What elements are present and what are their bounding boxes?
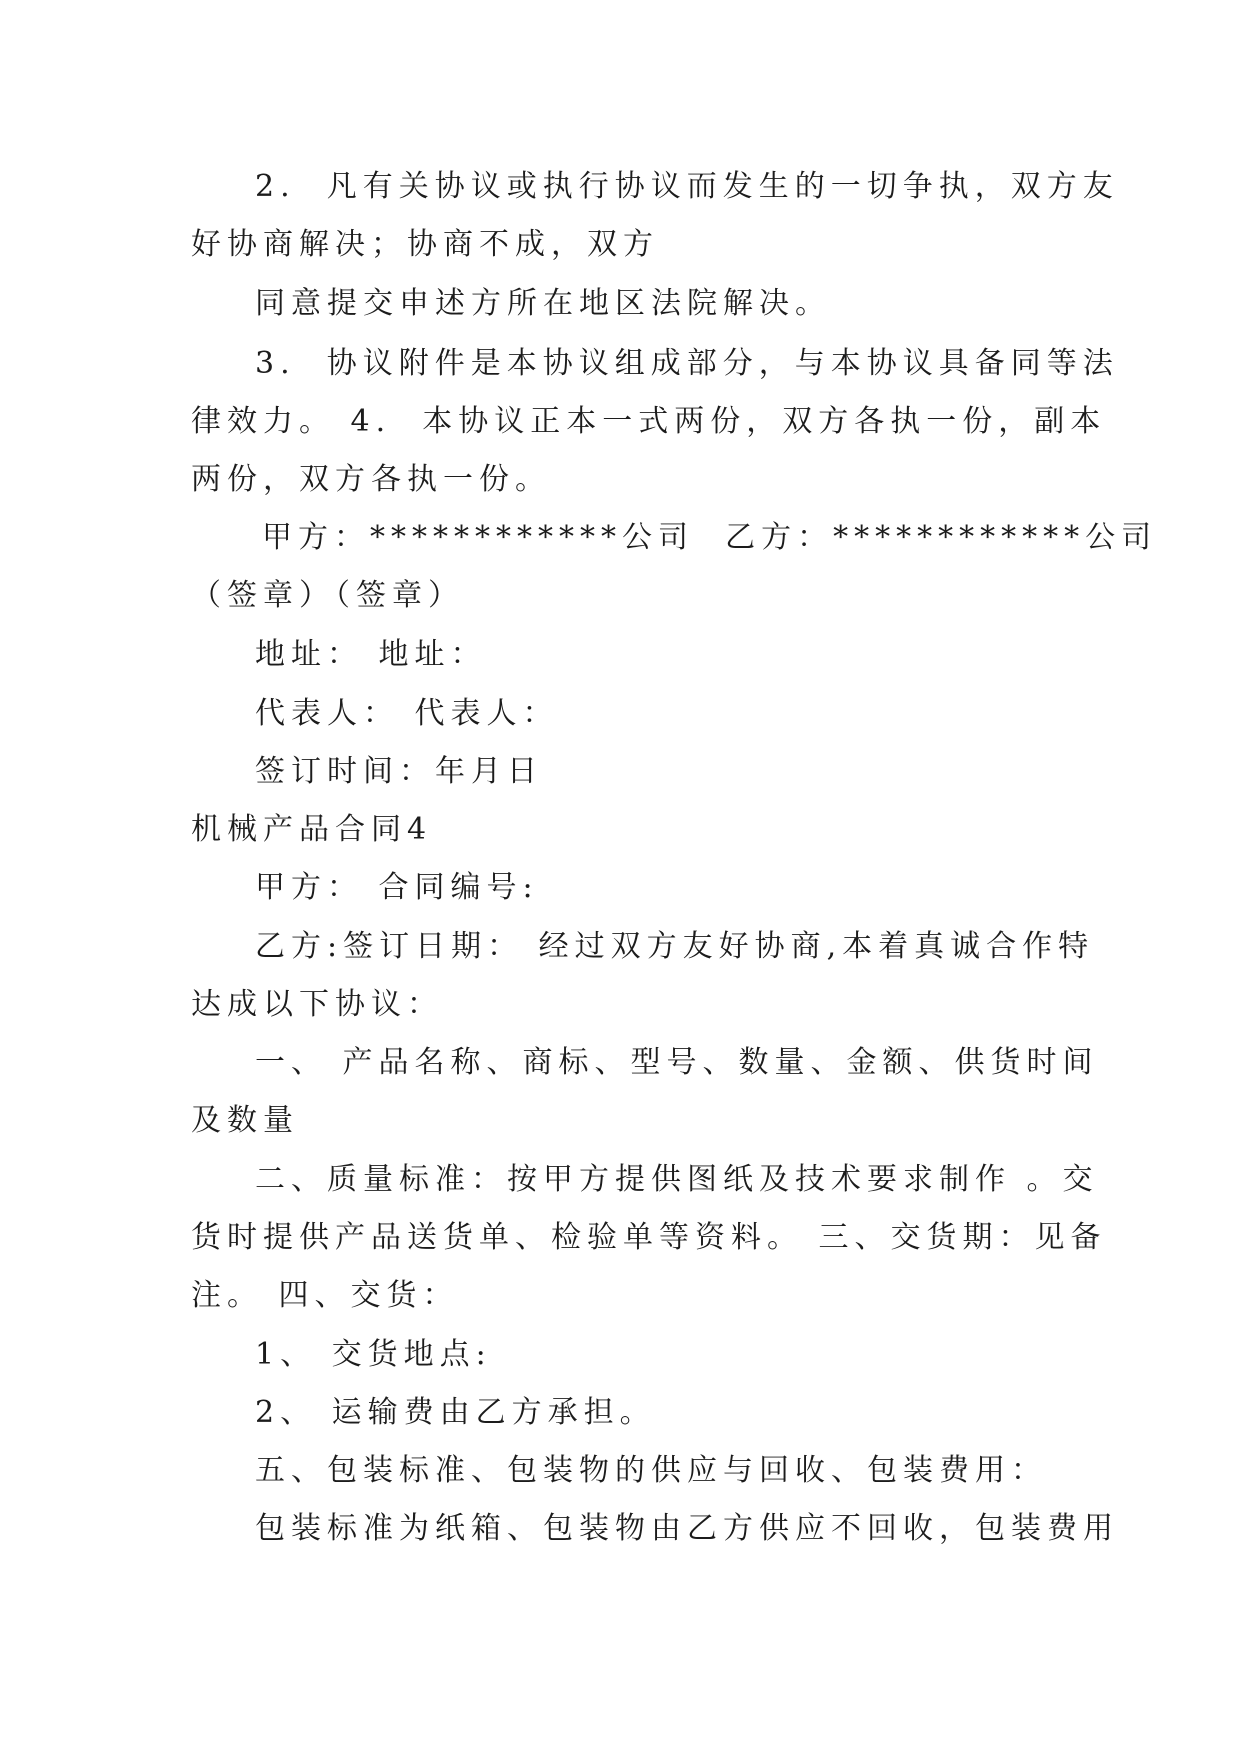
text-line: 好协商解决；协商不成，双方	[191, 227, 659, 262]
text-line: 同意提交申述方所在地区法院解决。	[255, 286, 831, 321]
text-line: 1、 交货地点:	[255, 1337, 492, 1372]
text-line: 五、包装标准、包装物的供应与回收、包装费用：	[255, 1453, 1047, 1488]
representative-line: 代表人： 代表人：	[255, 696, 559, 731]
signing-date-line: 签订时间：年月日	[255, 754, 543, 789]
text-line: 2、 运输费由乙方承担。	[255, 1395, 656, 1430]
text-line: 及数量	[191, 1103, 299, 1138]
text-line: 3. 协议附件是本协议组成部分，与本协议具备同等法	[255, 346, 1119, 381]
party-names-line: 甲方：************公司 乙方：************公司	[262, 520, 1158, 555]
signature-line: （签章）（签章）	[191, 578, 464, 613]
text-line: 2. 凡有关协议或执行协议而发生的一切争执，双方友	[255, 169, 1119, 204]
text-line: 二、质量标准：按甲方提供图纸及技术要求制作 。交	[255, 1162, 1099, 1197]
section-heading: 机械产品合同4	[191, 812, 433, 847]
text-line: 两份，双方各执一份。	[191, 462, 551, 497]
text-line: 乙方:签订日期： 经过双方友好协商,本着真诚合作特	[255, 929, 1095, 964]
text-line: 一、 产品名称、商标、型号、数量、金额、供货时间	[255, 1045, 1099, 1080]
text-line: 包装标准为纸箱、包装物由乙方供应不回收，包装费用	[255, 1511, 1119, 1546]
address-line: 地址： 地址：	[255, 637, 487, 672]
text-line: 达成以下协议：	[191, 987, 443, 1022]
text-line: 注。 四、交货：	[191, 1278, 459, 1313]
text-line: 货时提供产品送货单、检验单等资料。 三、交货期：见备	[191, 1220, 1107, 1255]
text-line: 甲方： 合同编号:	[255, 870, 539, 905]
text-line: 律效力。 4. 本协议正本一式两份，双方各执一份，副本	[191, 404, 1107, 439]
